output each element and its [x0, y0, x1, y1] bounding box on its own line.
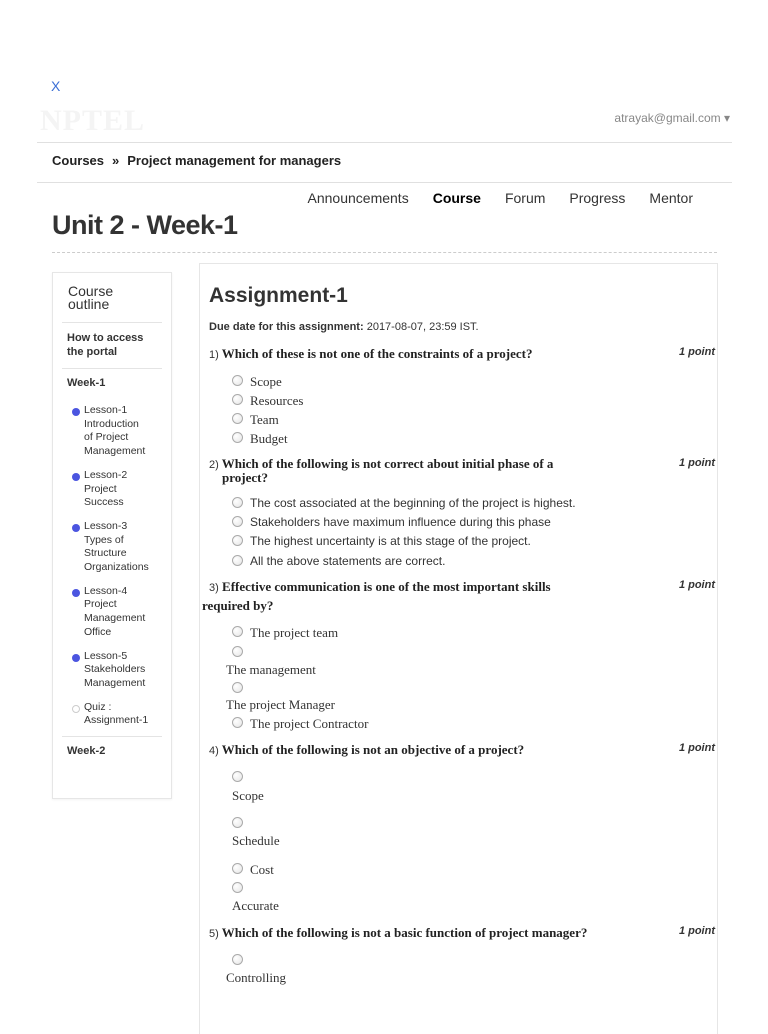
- radio-button[interactable]: [232, 516, 243, 527]
- lesson-label: Management: [84, 676, 146, 689]
- sidebar-lesson-3[interactable]: [84, 520, 171, 575]
- lesson-label: of Project: [84, 431, 129, 444]
- question-points: 1 point: [678, 579, 715, 591]
- option-label: The management: [226, 662, 316, 677]
- assignment-panel: [199, 263, 718, 1034]
- lesson-label: Assignment-1: [84, 714, 149, 727]
- sidebar-item-label: the portal: [67, 346, 118, 358]
- lesson-label: Lesson-1: [84, 404, 128, 416]
- question-text-continued: project?: [222, 470, 268, 485]
- radio-button[interactable]: [232, 817, 243, 828]
- divider: [62, 736, 162, 737]
- radio-button[interactable]: [232, 375, 243, 386]
- question-1: [209, 346, 532, 362]
- divider: [62, 368, 162, 369]
- lesson-label: Quiz :: [84, 700, 112, 713]
- radio-button[interactable]: [232, 497, 243, 508]
- lesson-label: Management: [84, 445, 146, 458]
- option-label: The project Contractor: [250, 716, 369, 731]
- option-label: The project Manager: [226, 697, 336, 712]
- completed-dot-icon: [72, 589, 80, 597]
- lesson-label: Lesson-2: [84, 468, 128, 481]
- breadcrumb-course-name[interactable]: Project management for managers: [127, 153, 342, 168]
- radio-button[interactable]: [232, 771, 243, 782]
- question-points: 1 point: [678, 457, 715, 469]
- tab-progress[interactable]: Progress: [569, 190, 626, 206]
- course-outline-sidebar: [52, 272, 172, 799]
- question-number: 2): [209, 459, 219, 471]
- question-text: Which of the following is not correct about initial phase of a: [221, 456, 554, 471]
- tab-announcements[interactable]: Announcements: [307, 190, 409, 206]
- lesson-label: Lesson-4: [84, 584, 128, 597]
- lesson-label: Lesson-3: [84, 519, 128, 532]
- breadcrumb-separator: »: [112, 153, 120, 168]
- question-4: [209, 742, 524, 758]
- question-number: 4): [209, 745, 219, 757]
- divider: [62, 322, 162, 323]
- sidebar-quiz-assignment-1[interactable]: [84, 701, 171, 728]
- sidebar-item-label: How to access: [67, 332, 144, 344]
- completed-dot-icon: [72, 654, 80, 662]
- sidebar-item-week-2[interactable]: Week-2: [67, 745, 106, 758]
- due-date-label: Due date for this assignment:: [209, 321, 364, 333]
- question-text: Effective communication is one of the most important skills: [222, 579, 551, 594]
- question-text: Which of the following is not an objective of a project?: [221, 742, 525, 757]
- completed-dot-icon: [72, 473, 80, 481]
- course-nav: [284, 190, 693, 206]
- option-label: Cost: [250, 862, 274, 877]
- option-label: All the above statements are correct.: [250, 554, 446, 568]
- divider: [52, 252, 717, 253]
- sidebar-title: [68, 285, 171, 311]
- lesson-label: Success: [84, 496, 124, 509]
- sidebar-lesson-2[interactable]: [84, 469, 171, 510]
- question-points: 1 point: [678, 925, 715, 937]
- radio-button[interactable]: [232, 717, 243, 728]
- page-title: Unit 2 - Week-1: [52, 210, 238, 240]
- question-5: [209, 925, 587, 941]
- lesson-label: Types of: [84, 533, 124, 546]
- radio-button[interactable]: [232, 954, 243, 965]
- radio-button[interactable]: [232, 626, 243, 637]
- sidebar-item-week-1[interactable]: Week-1: [67, 377, 106, 389]
- tab-mentor[interactable]: Mentor: [649, 190, 693, 206]
- option-label: Resources: [250, 393, 304, 408]
- option-label: The highest uncertainty is at this stage of the project.: [250, 534, 531, 548]
- question-2: [209, 456, 629, 472]
- radio-button[interactable]: [232, 413, 243, 424]
- lesson-label: Introduction: [84, 417, 139, 430]
- lesson-label: Management: [84, 612, 146, 625]
- assignment-title: Assignment-1: [209, 284, 348, 307]
- sidebar-title-line: Course: [68, 283, 114, 299]
- breadcrumb-courses[interactable]: Courses: [52, 153, 105, 168]
- lesson-label: Project: [84, 598, 117, 611]
- lesson-label: Project: [84, 482, 117, 495]
- lesson-label: Lesson-5: [84, 649, 128, 662]
- option-label: Scope: [232, 788, 264, 803]
- lesson-label: Office: [84, 625, 112, 638]
- question-number: 1): [209, 349, 219, 361]
- sidebar-lesson-5[interactable]: [84, 650, 171, 691]
- breadcrumb: [52, 153, 341, 168]
- option-label: Schedule: [232, 833, 280, 848]
- radio-button[interactable]: [232, 646, 243, 657]
- question-number: 3): [209, 582, 219, 594]
- option-label: Team: [250, 412, 279, 427]
- completed-dot-icon: [72, 408, 80, 416]
- option-label: The cost associated at the beginning of the project is highest.: [250, 496, 576, 510]
- logo: NPTEL: [40, 104, 146, 137]
- sidebar-title-line: outline: [68, 296, 110, 312]
- sidebar-lesson-4[interactable]: [84, 585, 171, 640]
- lesson-label: Organizations: [84, 561, 149, 574]
- sidebar-lesson-1[interactable]: [84, 404, 171, 459]
- question-number: 5): [209, 928, 219, 940]
- question-points: 1 point: [678, 742, 715, 754]
- lesson-label: Stakeholders: [84, 663, 146, 676]
- option-label: Accurate: [232, 898, 279, 913]
- option-label: Budget: [250, 431, 288, 446]
- lesson-label: Structure: [84, 547, 127, 560]
- incomplete-dot-icon: [72, 705, 80, 713]
- due-date: [209, 321, 479, 333]
- option-label: Controlling: [226, 970, 286, 985]
- divider: [37, 182, 732, 183]
- radio-button[interactable]: [232, 394, 243, 405]
- radio-button[interactable]: [232, 882, 243, 893]
- radio-button[interactable]: [232, 863, 243, 874]
- question-points: 1 point: [678, 346, 715, 358]
- divider: [37, 142, 732, 143]
- option-label: Stakeholders have maximum influence during this phase: [250, 515, 551, 529]
- option-label: Scope: [250, 374, 282, 389]
- radio-button[interactable]: [232, 682, 243, 693]
- tab-course[interactable]: Course: [432, 190, 481, 206]
- completed-dot-icon: [72, 524, 80, 532]
- radio-button[interactable]: [232, 555, 243, 566]
- tab-forum[interactable]: Forum: [504, 190, 546, 206]
- radio-button[interactable]: [232, 432, 243, 443]
- sidebar-item-how-to-access[interactable]: [67, 331, 171, 359]
- due-date-value: 2017-08-07, 23:59 IST.: [366, 321, 479, 333]
- option-label: The project team: [250, 625, 339, 640]
- question-text: Which of these is not one of the constraints of a project?: [221, 346, 533, 361]
- question-3: [209, 579, 551, 595]
- question-text-continued: required by?: [202, 598, 274, 613]
- user-menu[interactable]: atrayak@gmail.com ▾: [614, 111, 730, 125]
- radio-button[interactable]: [232, 535, 243, 546]
- close-button[interactable]: X: [51, 78, 61, 94]
- question-text: Which of the following is not a basic function of project manager?: [221, 925, 588, 940]
